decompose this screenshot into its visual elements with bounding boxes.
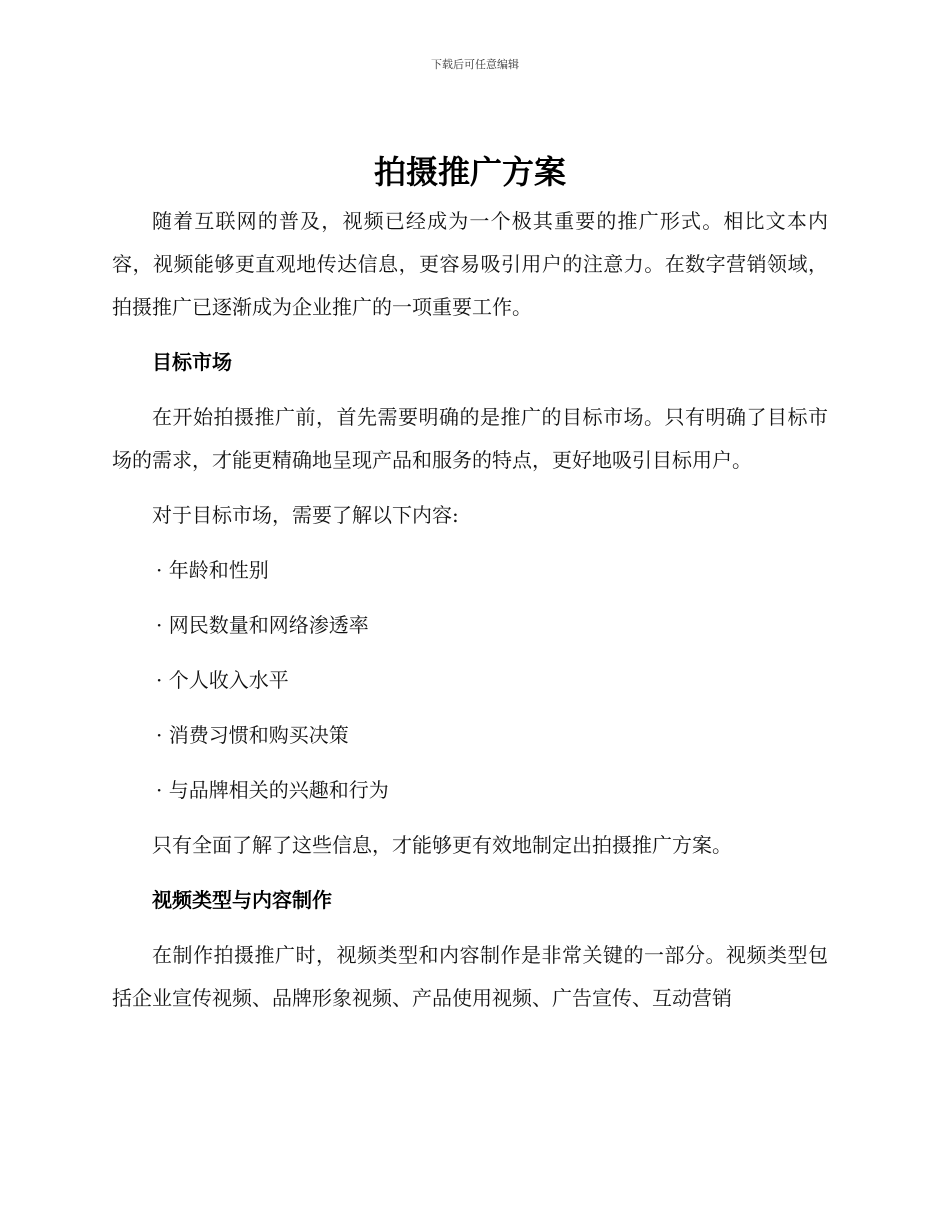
video-types-paragraph-1: 在制作拍摄推广时，视频类型和内容制作是非常关键的一部分。视频类型包括企业宣传视频、品牌形象视频、产品使用视频、广告宣传、互动营销 <box>112 943 828 1010</box>
list-item: · 消费习惯和购买决策 <box>156 723 349 747</box>
header-note: 下载后可任意编辑 <box>431 58 519 71</box>
section-heading-target-market: 目标市场 <box>152 350 232 374</box>
target-market-paragraph-3: 只有全面了解了这些信息，才能够更有效地制定出拍摄推广方案。 <box>152 833 732 857</box>
document-title: 拍摄推广方案 <box>373 153 566 191</box>
section-heading-video-types: 视频类型与内容制作 <box>152 888 332 912</box>
target-market-paragraph-1: 在开始拍摄推广前，首先需要明确的是推广的目标市场。只有明确了目标市场的需求，才能更精确地呈现产品和服务的特点，更好地吸引目标用户。 <box>112 405 828 472</box>
intro-paragraph: 随着互联网的普及，视频已经成为一个极其重要的推广形式。相比文本内容，视频能够更直观地传达信息，更容易吸引用户的注意力。在数字营销领域，拍摄推广已逐渐成为企业推广的一项重要工作。 <box>112 209 828 319</box>
document-body <box>112 148 828 1020</box>
list-item: · 网民数量和网络渗透率 <box>156 613 369 637</box>
target-market-list <box>112 549 828 812</box>
list-item: · 个人收入水平 <box>156 668 289 692</box>
target-market-paragraph-2: 对于目标市场，需要了解以下内容: <box>152 503 459 527</box>
list-item: · 年龄和性别 <box>156 558 269 582</box>
list-item: · 与品牌相关的兴趣和行为 <box>156 778 389 802</box>
